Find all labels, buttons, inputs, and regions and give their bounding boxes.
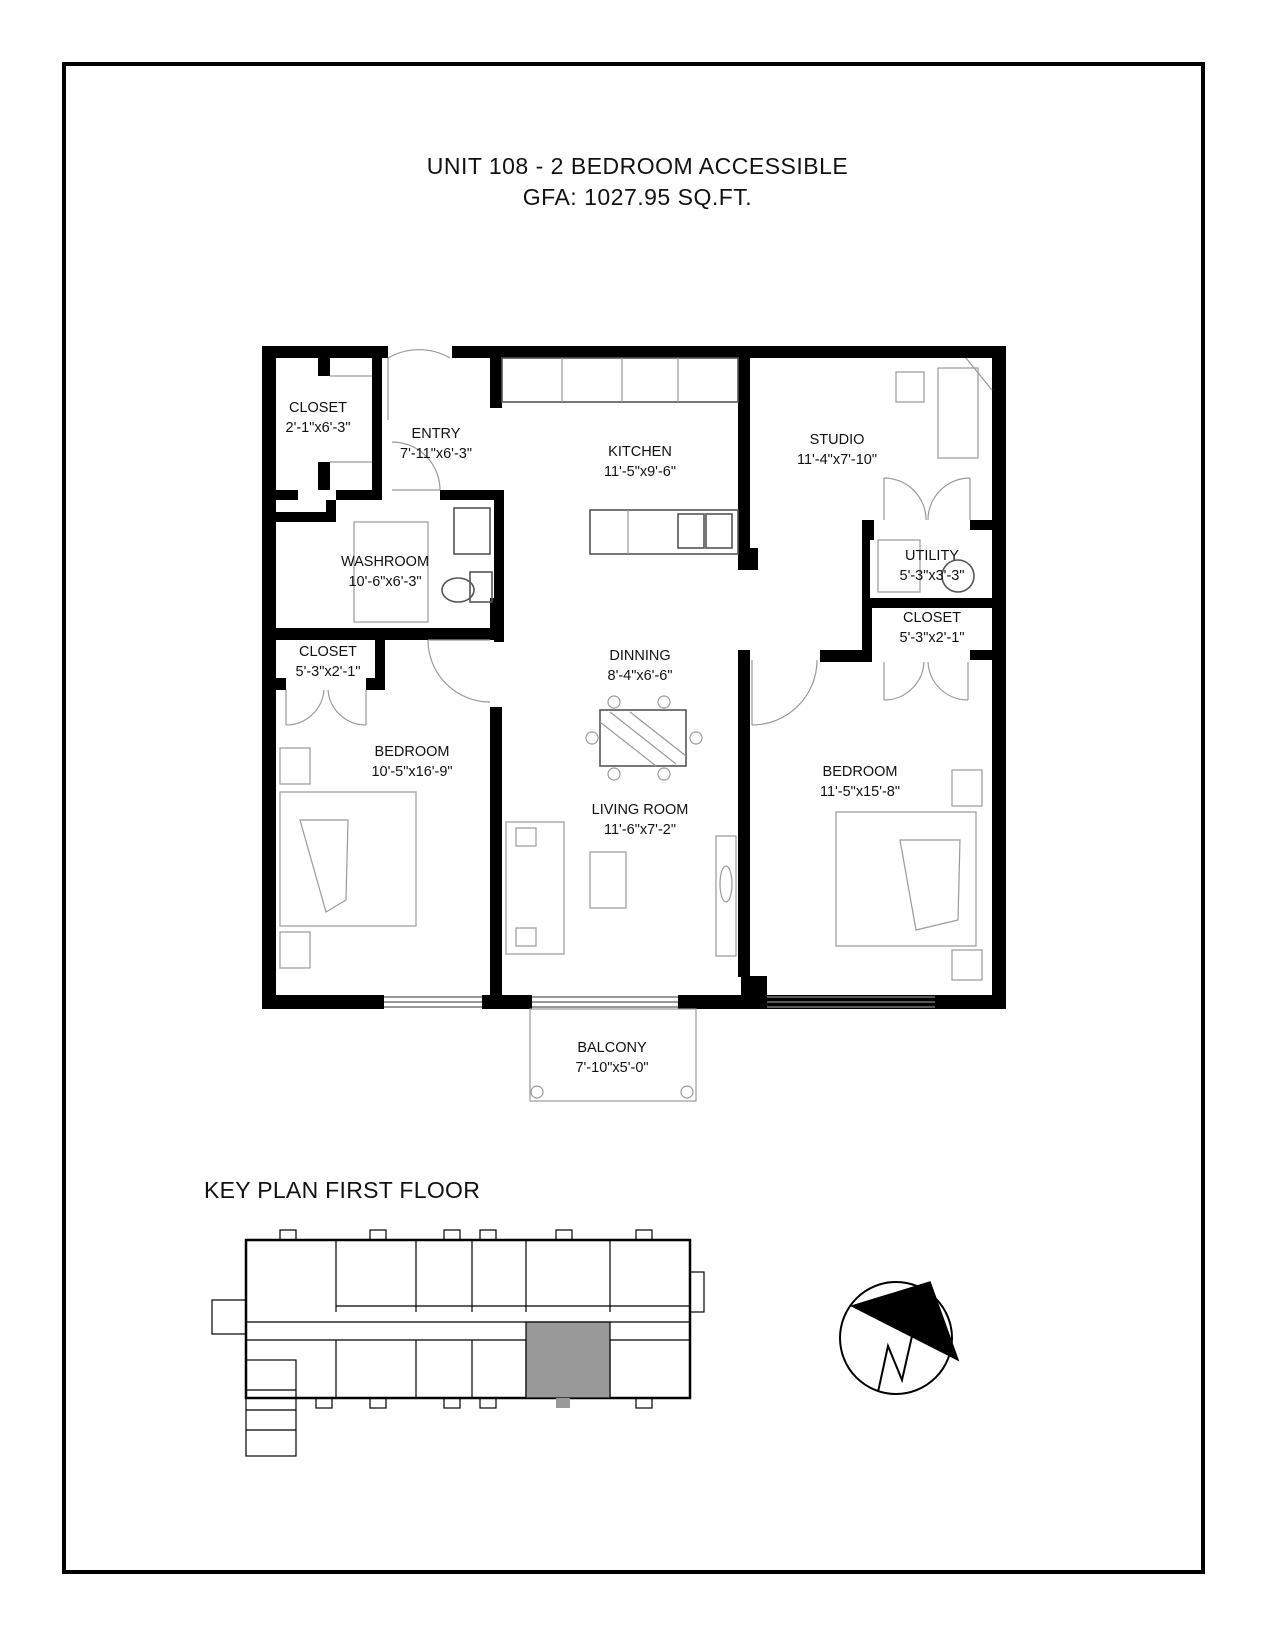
living-dims: 11'-6"x7'-2" xyxy=(604,822,676,838)
dinning-name: DINNING xyxy=(609,648,671,664)
closet-right-dims: 5'-3"x2'-1" xyxy=(899,630,965,646)
closet-right-name: CLOSET xyxy=(902,610,962,626)
bedroom-right-name: BEDROOM xyxy=(822,764,898,780)
balcony-name: BALCONY xyxy=(577,1040,647,1056)
entry-dims: 7'-11"x6'-3" xyxy=(400,446,472,462)
utility-dims: 5'-3"x3'-3" xyxy=(899,568,965,584)
key-plan xyxy=(212,1230,704,1456)
unit-title: UNIT 108 - 2 BEDROOM ACCESSIBLE xyxy=(426,153,849,179)
dinning-dims: 8'-4"x6'-6" xyxy=(607,668,673,684)
bedroom-left-dims: 10'-5"x16'-9" xyxy=(371,764,453,780)
washroom-dims: 10'-6"x6'-3" xyxy=(348,574,422,590)
utility-name: UTILITY xyxy=(905,548,959,564)
washroom-name: WASHROOM xyxy=(340,554,430,570)
studio-name: STUDIO xyxy=(809,432,865,448)
living-name: LIVING ROOM xyxy=(591,802,689,818)
north-arrow-icon xyxy=(840,1282,958,1394)
closet-left-name: CLOSET xyxy=(298,644,358,660)
closet-left-dims: 5'-3"x2'-1" xyxy=(295,664,361,680)
entry-name: ENTRY xyxy=(411,426,461,442)
kitchen-name: KITCHEN xyxy=(608,444,672,460)
unit-highlight xyxy=(526,1322,610,1398)
closet-entry-dims: 2'-1"x6'-3" xyxy=(285,420,351,436)
balcony-dims: 7'-10"x5'-0" xyxy=(575,1060,649,1076)
kitchen-dims: 11'-5"x9'-6" xyxy=(604,464,676,480)
closet-entry-name: CLOSET xyxy=(288,400,348,416)
key-plan-title: KEY PLAN FIRST FLOOR xyxy=(204,1177,481,1203)
bedroom-left-name: BEDROOM xyxy=(374,744,450,760)
room-labels xyxy=(286,400,965,1076)
studio-dims: 11'-4"x7'-10" xyxy=(796,452,878,468)
bedroom-right-dims: 11'-5"x15'-8" xyxy=(819,784,901,800)
gfa-label: GFA: 1027.95 SQ.FT. xyxy=(522,184,753,210)
